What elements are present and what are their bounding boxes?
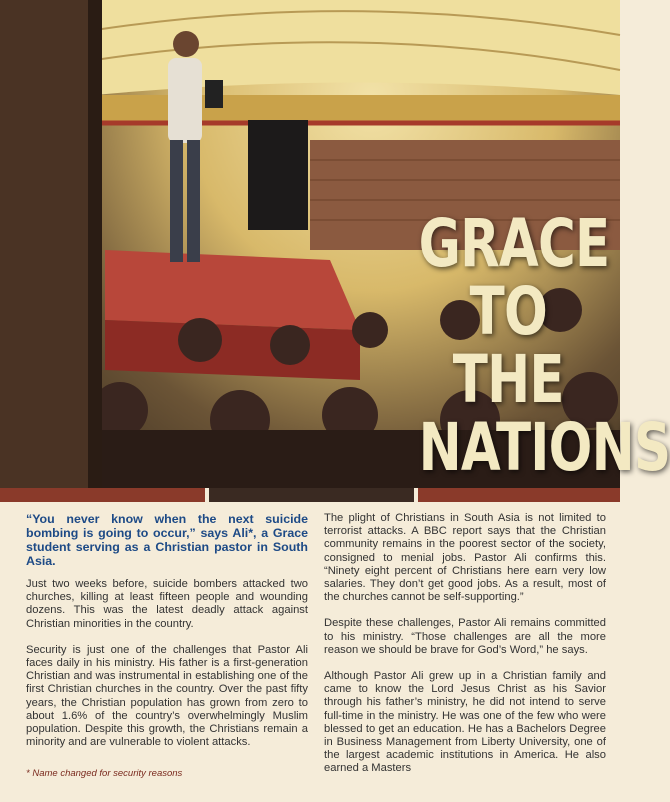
paragraph: Security is just one of the challenges that Pastor Ali faces daily in his ministry. His father is a first-generation Christian and was instrumental in establishing one of the first Christian churches in the country. Over the past fifty years, the Christian population has grown from zero to about 1.6% of the country’s overwhelmingly Muslim population. Despite this growth, the Christians remain a minority and are vulnerable to violent attacks.	[26, 643, 308, 749]
paragraph: Just two weeks before, suicide bombers attacked two churches, killing at least fifteen people and wounding dozens. This was the latest deadly attack against Christian minorities in the country.	[26, 578, 308, 630]
paragraph: Despite these challenges, Pastor Ali remains committed to his ministry. “Those challenges are all the more reason we should be brave for God’s Word,” he says.	[324, 617, 606, 656]
pull-quote: “You never know when the next suicide bombing is going to occur,” says Ali*, a Grace student serving as a Christian pastor in South Asia.	[26, 512, 308, 568]
footnote: * Name changed for security reasons	[26, 768, 183, 779]
divider-segment-left	[0, 488, 205, 502]
left-column	[26, 512, 308, 762]
title-line-1: GRACE	[418, 205, 610, 282]
divider-segment-right	[418, 488, 620, 502]
section-divider	[0, 488, 620, 502]
divider-segment-center	[209, 488, 414, 502]
title-line-3: NATIONS	[418, 409, 670, 486]
paragraph: The plight of Christians in South Asia is not limited to terrorist attacks. A BBC report says that the Christian community remains in the poorest sector of the society, consigned to menial jobs. Pastor Ali confirms this. “Ninety eight percent of Christians here earn very low salaries. They don’t get good jobs. As a result, most of the churches cannot be self-supporting.”	[324, 512, 606, 604]
right-column	[324, 512, 606, 789]
title-line-2: TO THE	[452, 273, 564, 418]
article-title	[418, 205, 670, 486]
paragraph: Although Pastor Ali grew up in a Christian family and came to know the Lord Jesus Christ as his Savior through his father’s ministry, he did not intend to serve full-time in the ministry. He was one of the few who were blessed to get an education. He has a Bachelors Degree in Business Management from Liberty University, one of the largest academic institutions in America. He also earned a Masters	[324, 670, 606, 775]
